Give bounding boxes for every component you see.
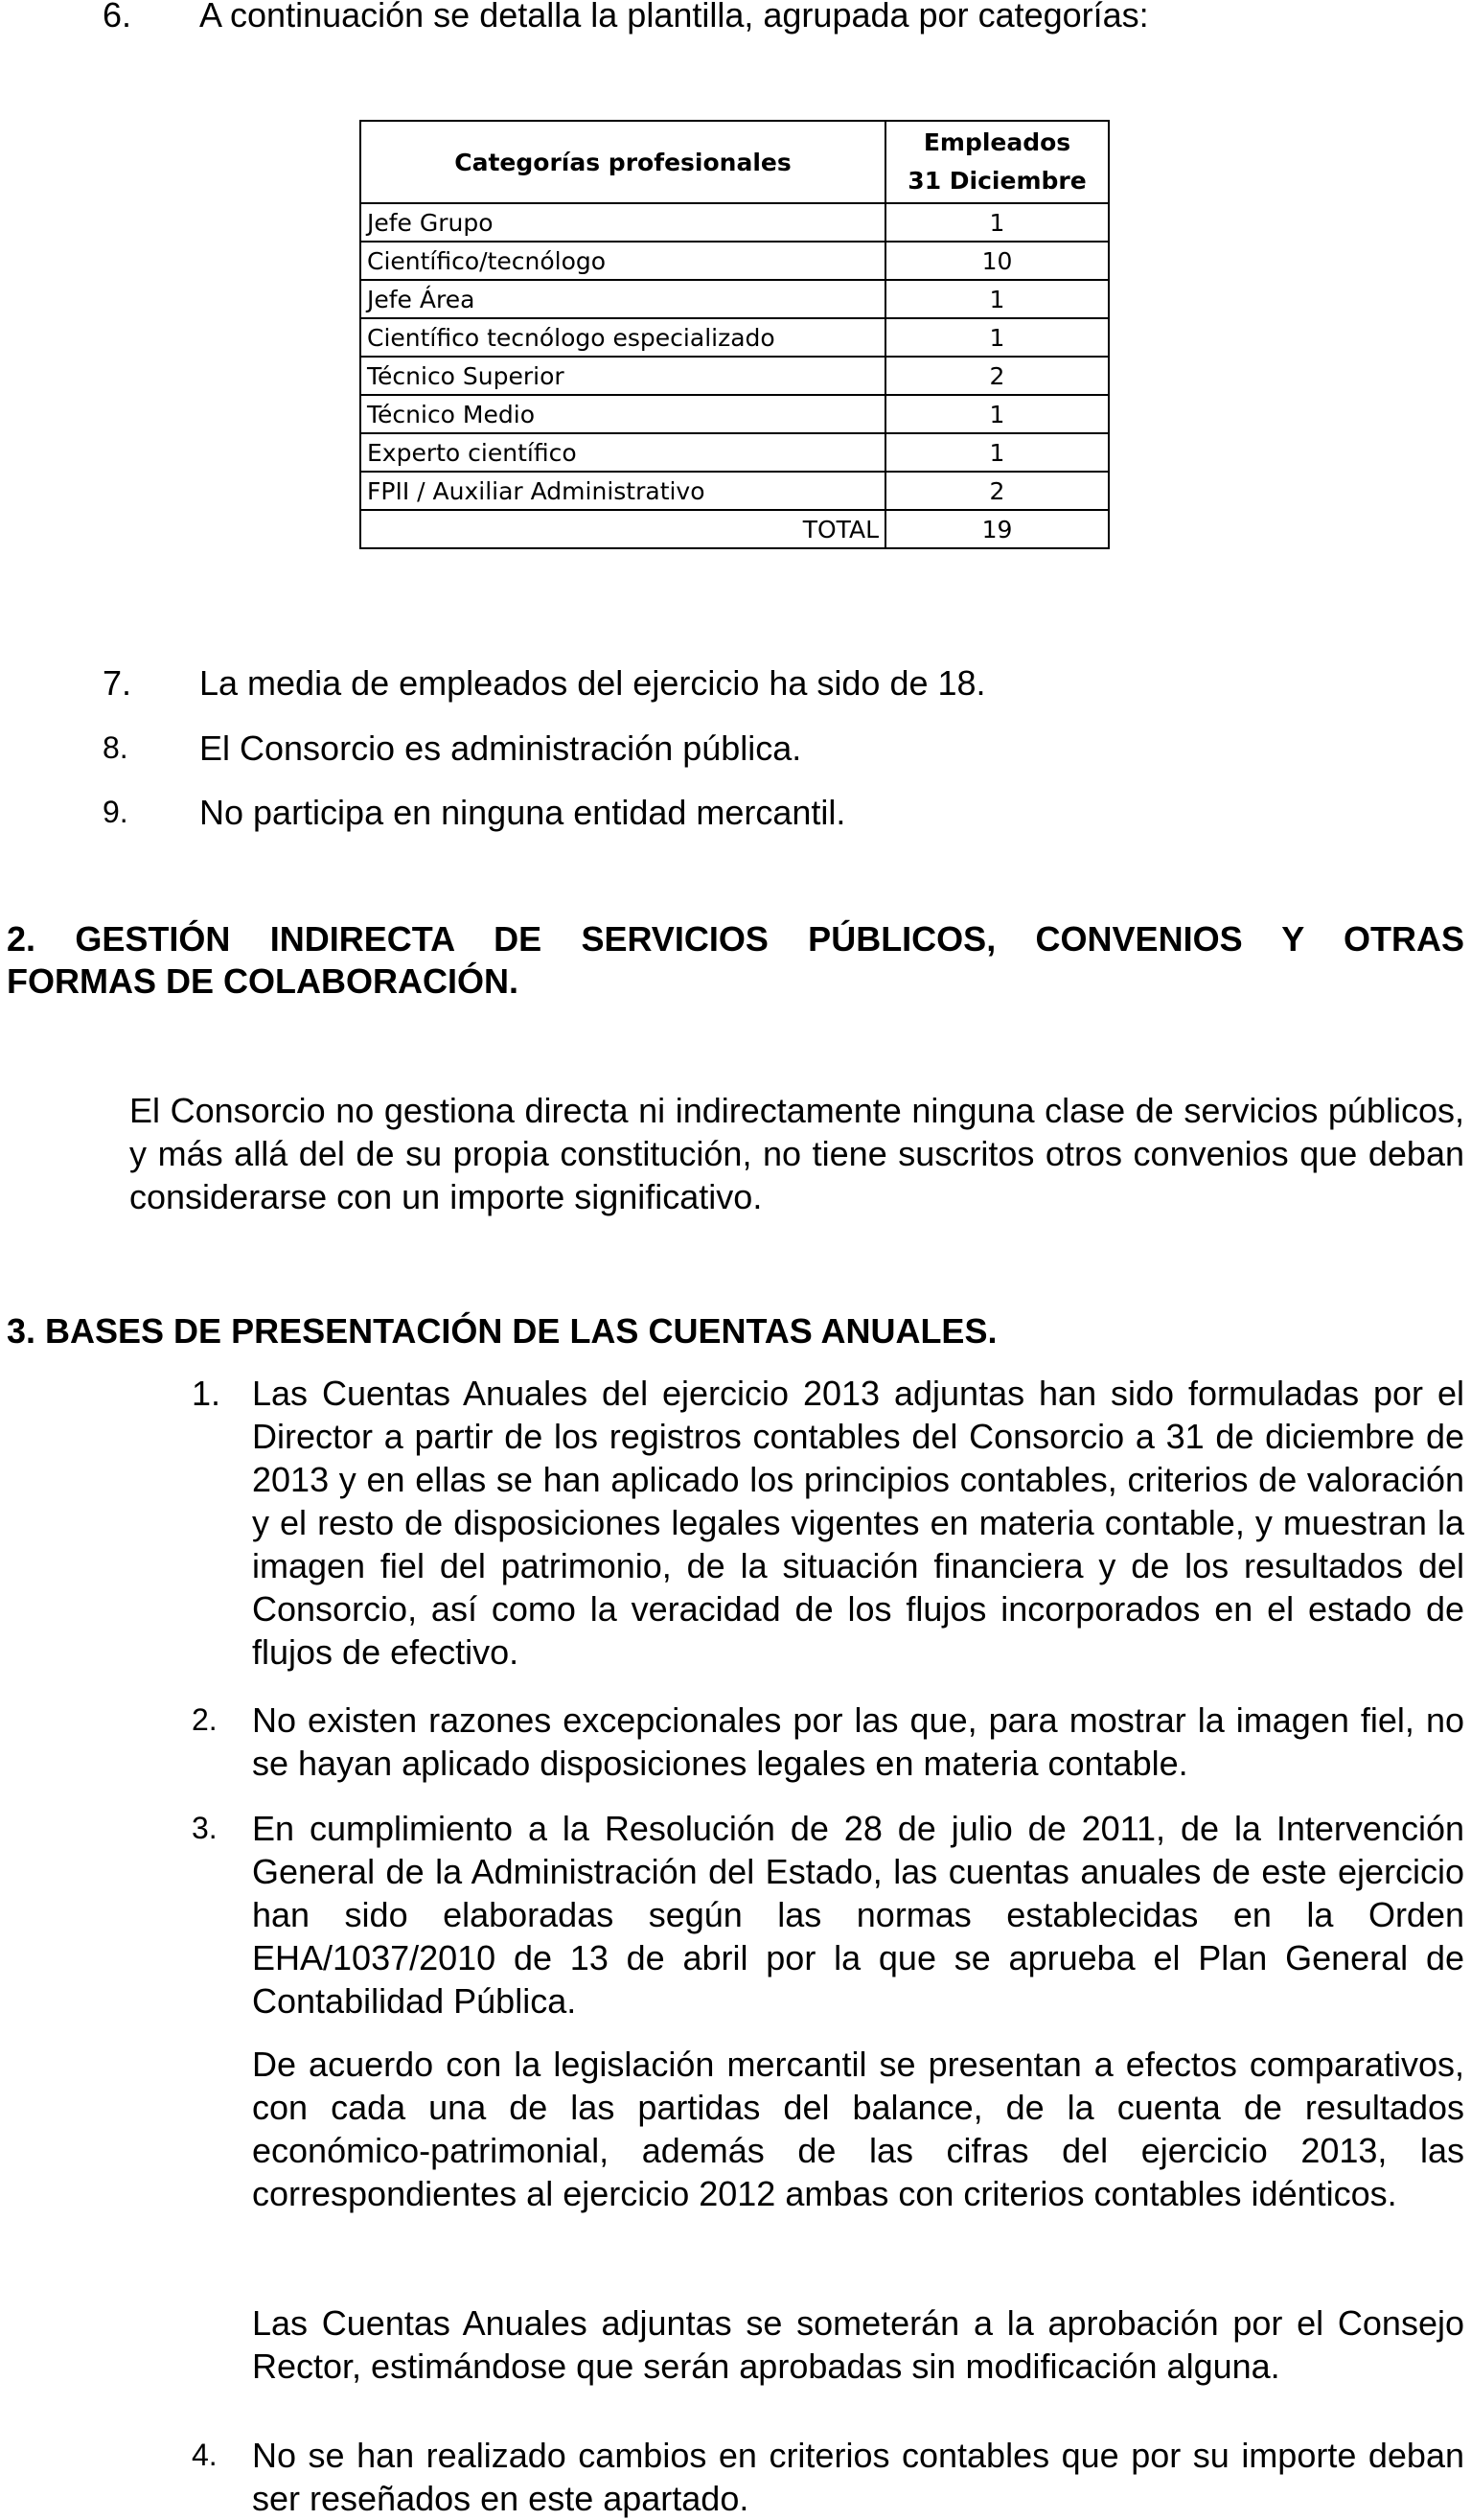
item-text: La media de empleados del ejercicio ha sido de 18.: [199, 663, 986, 703]
item-number: 3.: [192, 1811, 218, 1845]
employees-cell: 1: [885, 318, 1109, 357]
item-paragraph: Las Cuentas Anuales del ejercicio 2013 adjuntas han sido formuladas por el Director a partir de los registros contables del Consorcio a 31 de diciembre de 2013 y en ellas se han aplicado los principios contables, criterios de valoración y el resto de disposiciones legales vigentes en materia contable, y muestran la imagen fiel del patrimonio, de la situación financiera y de los resultados del Consorcio, así como la veracidad de los flujos incorporados en el estado de flujos de efectivo.: [252, 1374, 1464, 1672]
category-cell: Experto científico: [360, 433, 885, 472]
table-row: [360, 203, 1109, 242]
item-paragraph: Las Cuentas Anuales adjuntas se someterán a la aprobación por el Consejo Rector, estimándose que serán aprobadas sin modificación alguna.: [252, 2303, 1464, 2386]
section-2-heading-line1: 2. GESTIÓN INDIRECTA DE SERVICIOS PÚBLICOS, CONVENIOS Y OTRAS: [7, 919, 1464, 959]
item-paragraph: De acuerdo con la legislación mercantil se presentan a efectos comparativos, con cada una de las partidas del balance, de la cuenta de resultados económico-patrimonial, además de las cifras del ejercicio 2013, las correspondientes al ejercicio 2012 ambas con criterios contables idénticos.: [252, 2045, 1464, 2213]
employees-cell: 1: [885, 433, 1109, 472]
item-number: 8.: [103, 730, 128, 765]
header-employees-line2: 31 Diciembre: [908, 167, 1087, 195]
table-row: [360, 472, 1109, 510]
table-row: [360, 357, 1109, 395]
table-row: [360, 242, 1109, 280]
item-text: A continuación se detalla la plantilla, agrupada por categorías:: [199, 0, 1149, 35]
category-cell: FPII / Auxiliar Administrativo: [360, 472, 885, 510]
item-number: 4.: [192, 2438, 218, 2472]
item-number: 7.: [103, 663, 132, 703]
header-employees-line1: Empleados: [923, 128, 1071, 156]
category-cell: Técnico Superior: [360, 357, 885, 395]
category-cell: Jefe Grupo: [360, 203, 885, 242]
employees-cell: 1: [885, 395, 1109, 433]
item-paragraph: No existen razones excepcionales por las que, para mostrar la imagen fiel, no se hayan aplicado disposiciones legales en materia contable.: [252, 1700, 1464, 1783]
table-row: [360, 280, 1109, 318]
staff-table: [359, 120, 1110, 549]
employees-cell: 10: [885, 242, 1109, 280]
item-paragraph: No se han realizado cambios en criterios contables que por su importe deban ser reseñados en este apartado.: [252, 2436, 1464, 2518]
table-body: [360, 203, 1109, 548]
section-2-heading-line2: FORMAS DE COLABORACIÓN.: [7, 961, 518, 1001]
item-text: El Consorcio es administración pública.: [199, 728, 802, 768]
section-2-paragraph: El Consorcio no gestiona directa ni indirectamente ninguna clase de servicios públicos, y más allá del de su propia constitución, no tiene suscritos otros convenios que deban considerarse con un importe significativo.: [129, 1091, 1464, 1216]
table-row: [360, 395, 1109, 433]
item-number: 6.: [103, 0, 132, 35]
table-total-row: [360, 510, 1109, 548]
item-number: 2.: [192, 1702, 218, 1737]
total-value: 19: [885, 510, 1109, 548]
header-category: Categorías profesionales: [360, 121, 885, 203]
category-cell: Científico tecnólogo especializado: [360, 318, 885, 357]
total-label: TOTAL: [360, 510, 885, 548]
employees-cell: 2: [885, 357, 1109, 395]
category-cell: Técnico Medio: [360, 395, 885, 433]
table-row: [360, 318, 1109, 357]
table-row: [360, 433, 1109, 472]
table-header-row: [360, 121, 1109, 203]
category-cell: Jefe Área: [360, 280, 885, 318]
item-number: 1.: [192, 1374, 221, 1413]
employees-cell: 1: [885, 203, 1109, 242]
item-text: No participa en ninguna entidad mercantil.: [199, 793, 846, 832]
item-number: 9.: [103, 795, 128, 829]
item-paragraph: En cumplimiento a la Resolución de 28 de julio de 2011, de la Intervención General de la Administración del Estado, las cuentas anuales de este ejercicio han sido elaboradas según las normas establecidas en la Orden EHA/1037/2010 de 13 de abril por la que se aprueba el Plan General de Contabilidad Pública.: [252, 1809, 1464, 2021]
category-cell: Científico/tecnólogo: [360, 242, 885, 280]
employees-cell: 1: [885, 280, 1109, 318]
employees-cell: 2: [885, 472, 1109, 510]
header-employees: [885, 121, 1109, 203]
section-3-heading: 3. BASES DE PRESENTACIÓN DE LAS CUENTAS ANUALES.: [7, 1311, 998, 1351]
